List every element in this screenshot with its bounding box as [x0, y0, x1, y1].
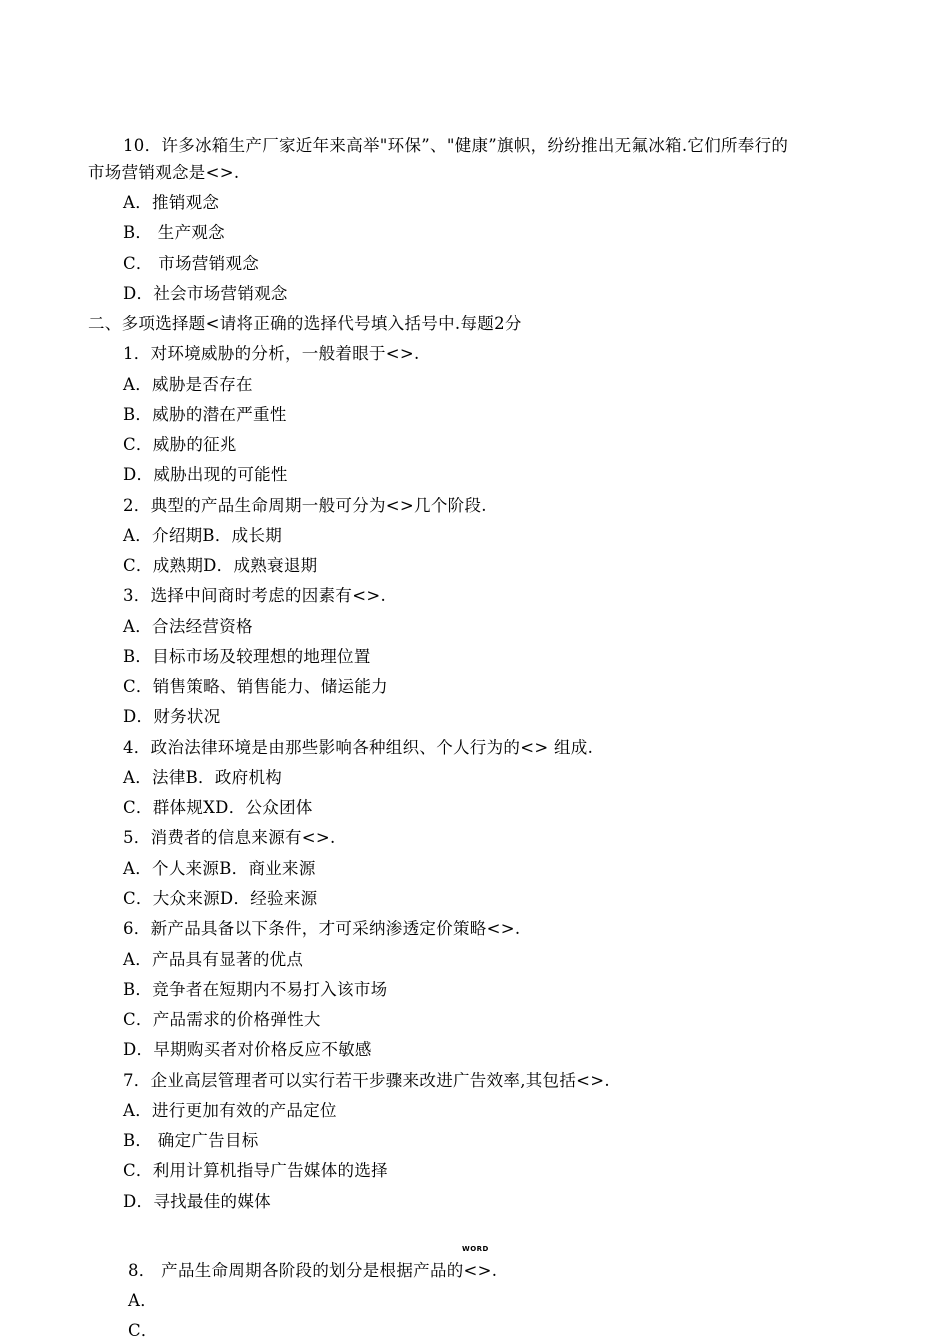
- word-watermark: WORD: [462, 1245, 489, 1253]
- option-line: A．合法经营资格: [123, 617, 253, 636]
- option-line: C．: [128, 1321, 158, 1340]
- question-line: 3．选择中间商时考虑的因素有<>.: [123, 586, 386, 605]
- option-line: B．威胁的潜在严重性: [123, 405, 287, 424]
- option-line: C．利用计算机指导广告媒体的选择: [123, 1161, 388, 1180]
- option-line: A．产品具有显著的优点: [123, 950, 304, 969]
- option-line: C．产品需求的价格弹性大: [123, 1010, 321, 1029]
- question-10-text-cont: 市场营销观念是<>.: [88, 163, 240, 182]
- option-line: B． 生产观念: [123, 223, 225, 242]
- option-line: A．个人来源B．商业来源: [123, 859, 316, 878]
- question-line: 5．消费者的信息来源有<>.: [123, 828, 336, 847]
- option-line: D．寻找最佳的媒体: [123, 1192, 271, 1211]
- option-line: C．成熟期D．成熟衰退期: [123, 556, 318, 575]
- question-line: 7．企业高层管理者可以实行若干步骤来改进广告效率,其包括<>.: [123, 1071, 610, 1090]
- option-line: A．进行更加有效的产品定位: [123, 1101, 337, 1120]
- option-line: C．群体规XD．公众团体: [123, 798, 313, 817]
- option-line: D．威胁出现的可能性: [123, 465, 288, 484]
- option-line: A．介绍期B．成长期: [123, 526, 283, 545]
- option-line: A．法律B．政府机构: [123, 768, 283, 787]
- option-line: A．: [128, 1291, 158, 1310]
- question-line: 2．典型的产品生命周期一般可分为<>几个阶段.: [123, 496, 487, 515]
- option-line: A．威胁是否存在: [123, 375, 253, 394]
- option-line: C．销售策略、销售能力、储运能力: [123, 677, 388, 696]
- option-line: D．财务状况: [123, 707, 221, 726]
- option-line: C．威胁的征兆: [123, 435, 237, 454]
- option-line: C．大众来源D．经验来源: [123, 889, 318, 908]
- question-10-text: 10．许多冰箱生产厂家近年来高举"环保”、"健康”旗帜，纷纷推出无氟冰箱.它们所奉行的: [123, 136, 789, 155]
- option-line: D．社会市场营销观念: [123, 284, 288, 303]
- option-line: B．竞争者在短期内不易打入该市场: [123, 980, 388, 999]
- question-line: 6．新产品具备以下条件，才可采纳渗透定价策略<>.: [123, 919, 521, 938]
- option-line: A．推销观念: [123, 193, 220, 212]
- question-line: 8． 产品生命周期各阶段的划分是根据产品的<>.: [128, 1261, 498, 1280]
- option-line: C． 市场营销观念: [123, 254, 260, 273]
- option-line: D．早期购买者对价格反应不敏感: [123, 1040, 372, 1059]
- section-heading: 二、多项选择题<请将正确的选择代号填入括号中.每题2分: [88, 314, 522, 333]
- option-line: B．目标市场及较理想的地理位置: [123, 647, 371, 666]
- question-line: 1．对环境威胁的分析，一般着眼于<>.: [123, 344, 420, 363]
- option-line: B． 确定广告目标: [123, 1131, 259, 1150]
- question-line: 4．政治法律环境是由那些影响各种组织、个人行为的<> 组成.: [123, 738, 594, 757]
